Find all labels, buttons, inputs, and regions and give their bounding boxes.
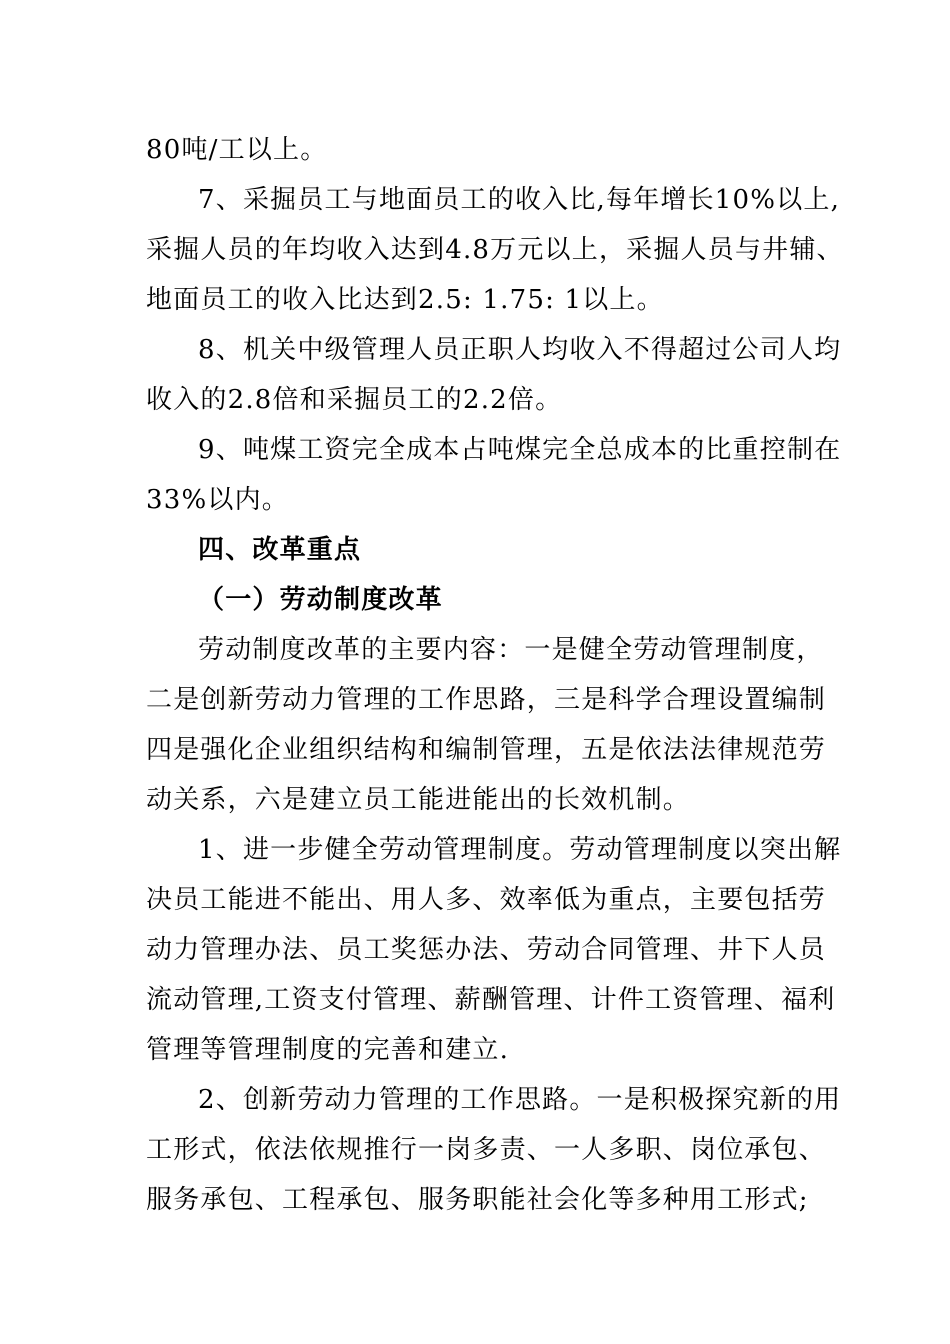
text-line: 动力管理办法、员工奖惩办法、劳动合同管理、井下人员 (146, 935, 827, 965)
section-heading: 四、改革重点 (198, 535, 362, 565)
text-line: 9、吨煤工资完全成本占吨煤完全总成本的比重控制在 (198, 435, 842, 465)
text-line: 80吨/工以上。 (146, 135, 328, 165)
text-line: 劳动制度改革的主要内容：一是健全劳动管理制度， (198, 635, 824, 665)
text-line: 33%以内。 (146, 485, 289, 515)
text-line: 2、创新劳动力管理的工作思路。一是积极探究新的用 (198, 1085, 842, 1115)
text-line: 服务承包、工程承包、服务职能社会化等多种用工形式; (146, 1185, 809, 1215)
subsection-heading: （一）劳动制度改革 (198, 585, 443, 615)
text-line: 管理等管理制度的完善和建立. (146, 1035, 510, 1065)
text-line: 1、进一步健全劳动管理制度。劳动管理制度以突出解 (198, 835, 842, 865)
text-line: 流动管理,工资支付管理、薪酬管理、计件工资管理、福利 (146, 985, 836, 1015)
text-line: 8、机关中级管理人员正职人均收入不得超过公司人均 (198, 335, 842, 365)
text-line: 动关系，六是建立员工能进能出的长效机制。 (146, 785, 691, 815)
text-line: 决员工能进不能出、用人多、效率低为重点，主要包括劳 (146, 885, 827, 915)
text-line: 地面员工的收入比达到2.5: 1.75: 1以上。 (146, 285, 664, 315)
text-line: 7、采掘员工与地面员工的收入比,每年增长10%以上, (198, 185, 841, 215)
text-line: 四是强化企业组织结构和编制管理，五是依法法律规范劳 (146, 735, 827, 765)
text-line: 采掘人员的年均收入达到4.8万元以上，采掘人员与井辅、 (146, 235, 844, 265)
text-line: 工形式，依法依规推行一岗多责、一人多职、岗位承包、 (146, 1135, 827, 1165)
text-line: 收入的2.8倍和采掘员工的2.2倍。 (146, 385, 563, 415)
text-line: 二是创新劳动力管理的工作思路，三是科学合理设置编制 (146, 685, 827, 715)
